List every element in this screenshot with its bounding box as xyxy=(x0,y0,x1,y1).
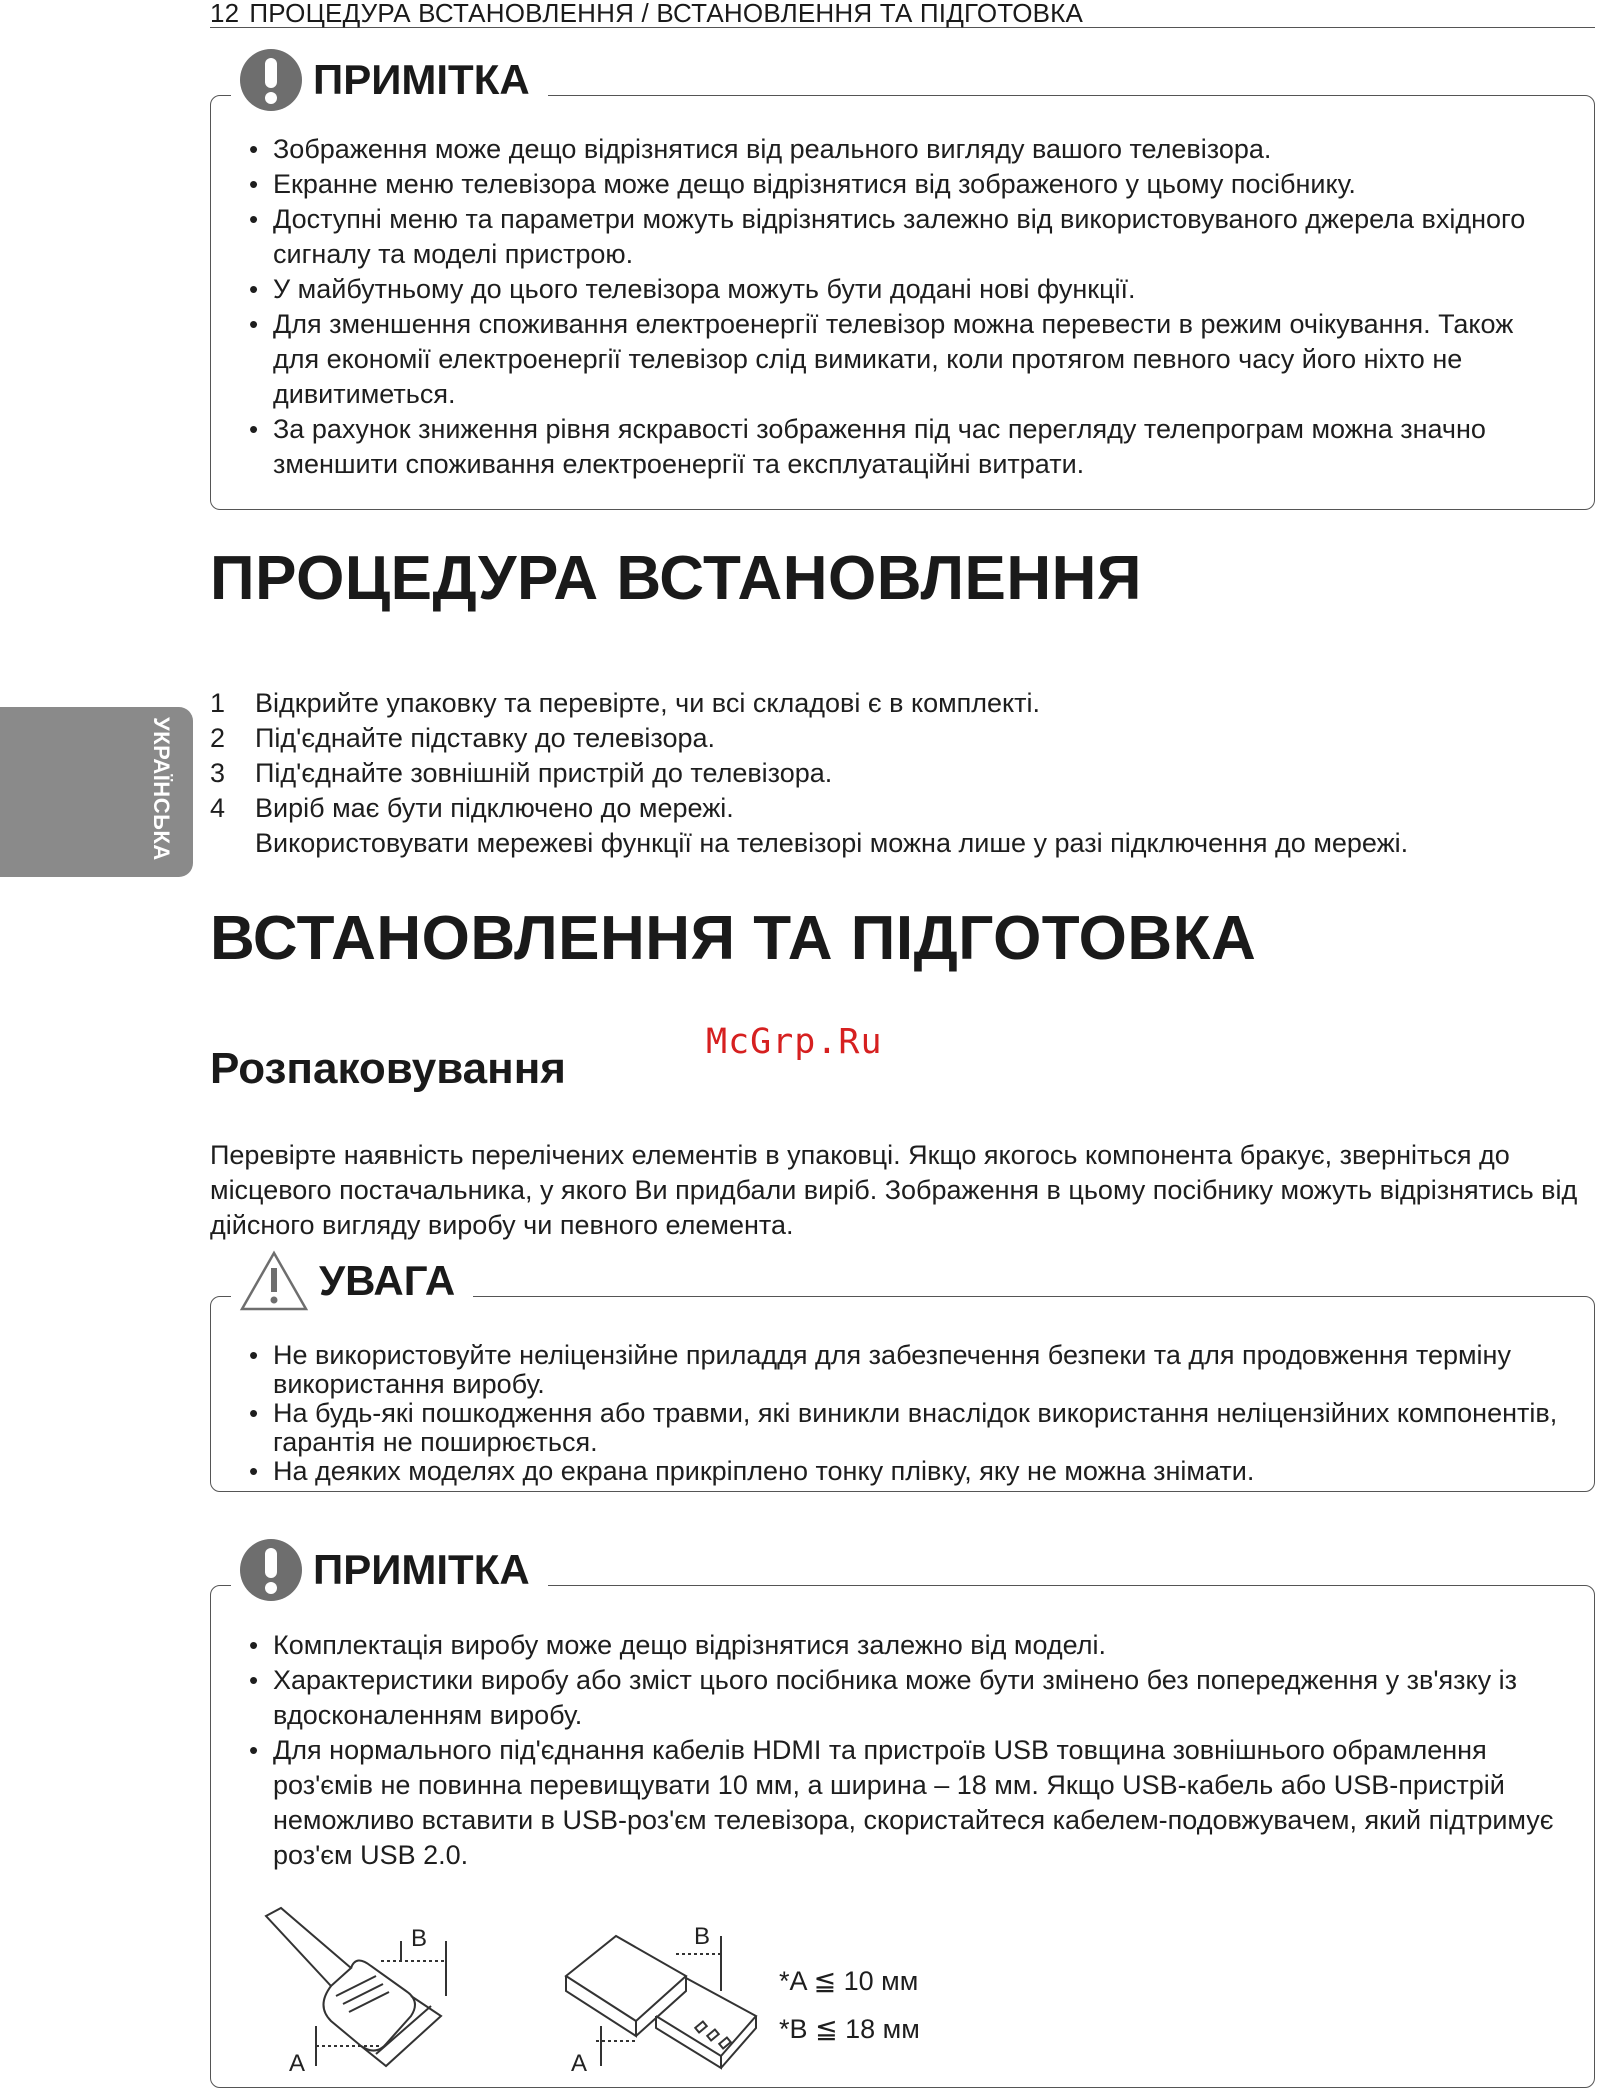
dimension-b-label: B xyxy=(411,1925,428,1952)
page-number: 12 xyxy=(210,0,240,28)
list-item: • Доступні меню та параметри можуть відрізнятись залежно від використовуваного джерела вхідного сигналу та моделі пристрою. xyxy=(241,202,1564,272)
list-item: • У майбутньому до цього телевізора можуть бути додані нові функції. xyxy=(241,272,1564,307)
exclamation-icon xyxy=(239,1538,303,1602)
spec-a: *A ≦ 10 мм xyxy=(779,1966,919,1996)
list-item: • На деяких моделях до екрана прикріплено тонку плівку, яку не можна знімати. xyxy=(241,1457,1564,1486)
note-box-1 xyxy=(210,56,1595,510)
dimension-a-label: A xyxy=(571,2050,588,2077)
note-2-list xyxy=(241,1628,1564,1873)
list-item: • Характеристики виробу або зміст цього посібника може бути змінено без попередження у зв'язку із вдосконаленням виробу. xyxy=(241,1663,1564,1733)
list-item: • Для нормального під'єднання кабелів HDMI та пристроїв USB товщина зовнішнього обрамлення роз'ємів не повинна перевищувати 10 мм, а ширина – 18 мм. Якщо USB-кабель або USB-пристрій неможливо вставити в USB-роз'єм телевізора, скористайтеся кабелем-подовжувачем, який підтримує роз'єм USB 2.0. xyxy=(241,1733,1564,1873)
step-number: 4 xyxy=(210,793,226,823)
subsection-title-unpacking: Розпаковування xyxy=(210,1044,566,1093)
unpacking-paragraph: Перевірте наявність перелічених елементів в упаковці. Якщо якогось компонента бракує, зверніться до місцевого постачальника, у якого Ви придбали виріб. Зображення в цьому посібнику можуть відрізнятись від дійсного вигляду виробу чи певного елемента. xyxy=(210,1140,1578,1240)
step-item xyxy=(210,791,1408,861)
dimension-a-label: A xyxy=(289,2050,306,2076)
list-item: • Екранне меню телевізора може дещо відрізнятися від зображеного у цьому посібнику. xyxy=(241,167,1564,202)
step-text: Виріб має бути підключено до мережі. xyxy=(255,793,734,823)
list-item: • Для зменшення споживання електроенергії телевізор можна перевести в режим очікування. Також для економії електроенергії телевізор слід вимикати, коли протягом певного часу його ніхто не дивитиметься. xyxy=(241,307,1564,412)
step-item xyxy=(210,686,1408,721)
caution-title-text: УВАГА xyxy=(319,1257,456,1304)
list-item: • На будь-які пошкодження або травми, які виникли внаслідок використання неліцензійних компонентів, гарантія не поширюється. xyxy=(241,1399,1564,1457)
step-item xyxy=(210,756,1408,791)
section-title-procedure: ПРОЦЕДУРА ВСТАНОВЛЕННЯ xyxy=(210,544,1142,613)
note-box-1-title xyxy=(231,48,548,112)
list-item: • За рахунок зниження рівня яскравості зображення під час перегляду телепрограм можна значно зменшити споживання електроенергії та експлуатаційні витрати. xyxy=(241,412,1564,482)
step-number: 3 xyxy=(210,758,226,788)
spec-b: *B ≦ 18 мм xyxy=(779,2014,920,2044)
list-item: • Зображення може дещо відрізнятися від реального вигляду вашого телевізора. xyxy=(241,132,1564,167)
step-text: Відкрийте упаковку та перевірте, чи всі складові є в комплекті. xyxy=(255,688,1041,718)
page-header xyxy=(210,0,1595,28)
step-number: 2 xyxy=(210,723,226,753)
step-extra-text: Використовувати мережеві функції на телевізорі можна лише у разі підключення до мережі. xyxy=(255,828,1409,858)
note-box-2 xyxy=(210,1546,1595,2088)
dimension-b-label: B xyxy=(694,1923,711,1950)
caution-list xyxy=(241,1341,1564,1486)
usb-connector-diagram xyxy=(556,1916,776,2081)
note-title-text: ПРИМІТКА xyxy=(313,56,530,103)
caution-box xyxy=(210,1257,1595,1492)
step-item xyxy=(210,721,1408,756)
section-title-setup: ВСТАНОВЛЕННЯ ТА ПІДГОТОВКА xyxy=(210,904,1257,973)
step-text: Під'єднайте підставку до телевізора. xyxy=(255,723,716,753)
exclamation-icon xyxy=(239,48,303,112)
hdmi-connector-diagram xyxy=(261,1906,491,2076)
caution-box-title xyxy=(231,1250,473,1312)
list-item: • Не використовуйте неліцензійне приладдя для забезпечення безпеки та для продовження терміну використання виробу. xyxy=(241,1341,1564,1399)
note-title-text: ПРИМІТКА xyxy=(313,1546,530,1593)
step-number: 1 xyxy=(210,688,226,718)
warning-triangle-icon xyxy=(239,1250,309,1312)
note-1-list xyxy=(241,132,1564,482)
step-text: Під'єднайте зовнішній пристрій до телевізора. xyxy=(255,758,833,788)
watermark: McGrp.Ru xyxy=(706,1022,883,1062)
language-tab xyxy=(0,707,193,877)
header-title: ПРОЦЕДУРА ВСТАНОВЛЕННЯ / ВСТАНОВЛЕННЯ ТА ПІДГОТОВКА xyxy=(249,0,1084,28)
procedure-steps xyxy=(210,686,1408,861)
list-item: • Комплектація виробу може дещо відрізнятися залежно від моделі. xyxy=(241,1628,1564,1663)
language-tab-label: УКРАЇНСЬКА xyxy=(149,717,174,861)
note-box-2-title xyxy=(231,1538,548,1602)
